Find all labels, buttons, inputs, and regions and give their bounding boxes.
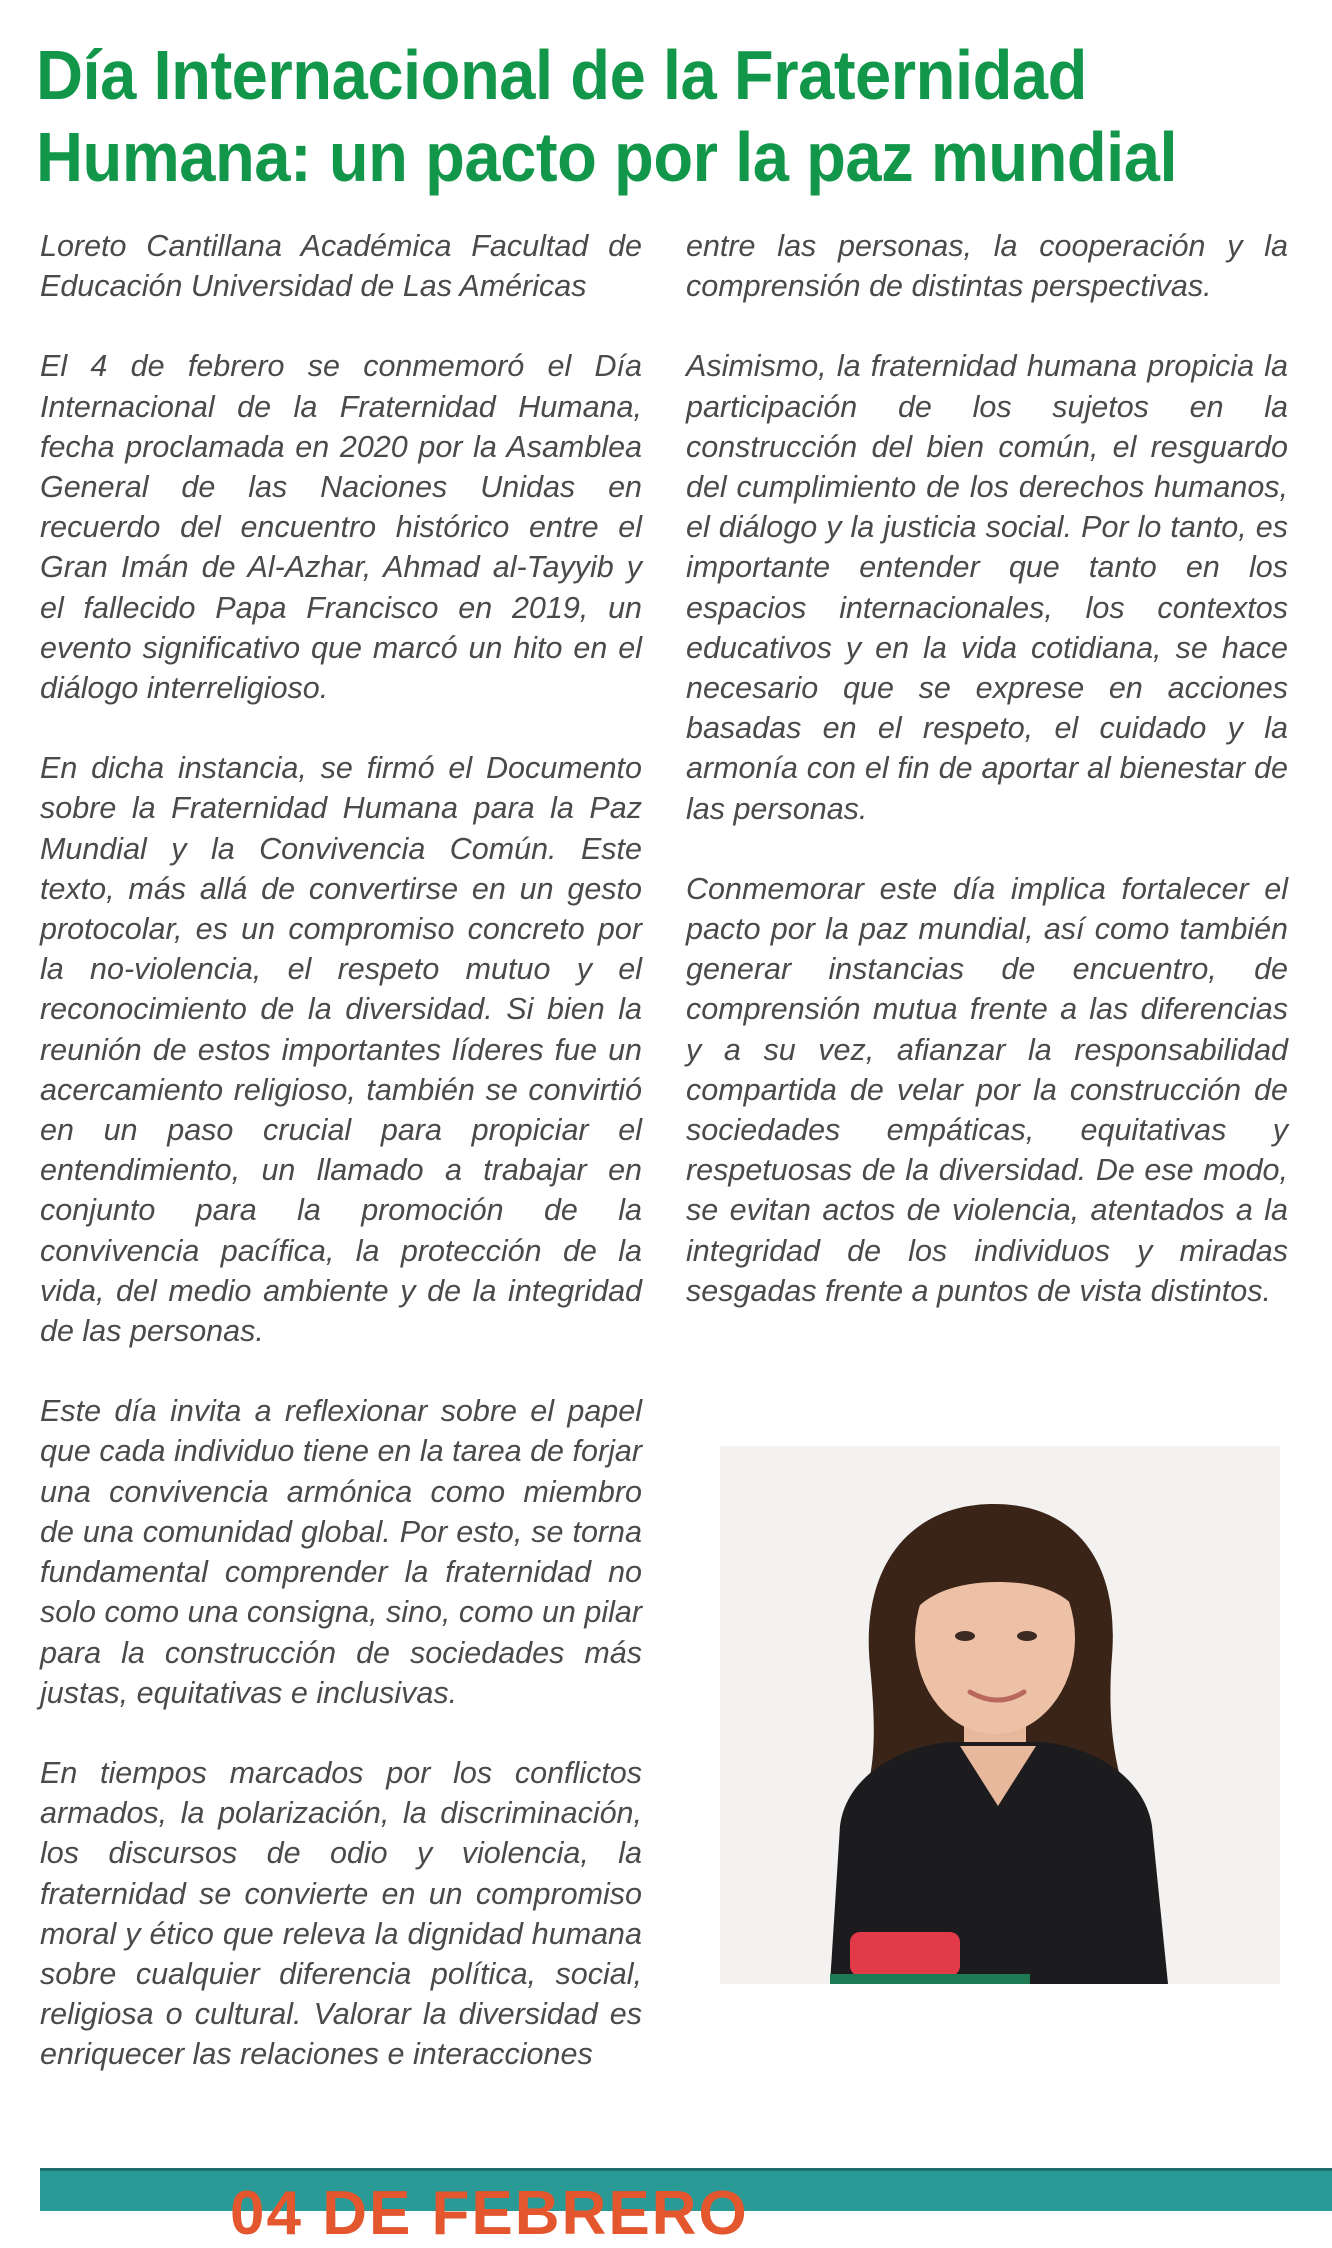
paragraph-2: En dicha instancia, se firmó el Documento sobre la Fraternidad Humana para la Paz Mundial y la Convivencia Común. Este texto, más allá de convertirse en un gesto protocolar, es un compromiso concreto por la no-violencia, el respeto mutuo y el reconocimiento de la diversidad. Si bien la reunión de estos importantes líderes fue un acercamiento religioso, también se convirtió en un paso crucial para propiciar el entendimiento, un llamado a trabajar en conjunto para la promoción de la convivencia pacífica, la protección de la vida, del medio ambiente y de la integridad de las personas.	[40, 751, 642, 1349]
headline-line-2: Humana: un pacto por la paz mundial	[36, 118, 1178, 196]
paragraph-4: En tiempos marcados por los conflictos armados, la polarización, la discriminación, los discursos de odio y violencia, la fraternidad se convierte en un compromiso moral y ético que releva la dignidad humana sobre cualquier diferencia política, social, religiosa o cultural. Valorar la diversidad es enriquecer las relaciones e interacciones	[40, 1755, 642, 2072]
red-belt	[850, 1932, 960, 1976]
left-column	[40, 226, 642, 2115]
portrait-illustration	[720, 1446, 1280, 1984]
article-headline	[36, 34, 1226, 198]
paragraph-1: El 4 de febrero se conmemoró el Día Internacional de la Fraternidad Humana, fecha proclamada en 2020 por la Asamblea General de las Naciones Unidas en recuerdo del encuentro histórico entre el Gran Imán de Al-Azhar, Ahmad al-Tayyib y el fallecido Papa Francisco en 2019, un evento significativo que marcó un hito en el diálogo interreligioso.	[40, 349, 642, 706]
paragraph-6: Asimismo, la fraternidad humana propicia la participación de los sujetos en la construcción del bien común, el resguardo del cumplimiento de los derechos humanos, el diálogo y la justicia social. Por lo tanto, es importante entender que tanto en los espacios internacionales, los contextos educativos y en la vida cotidiana, se hace necesario que se exprese en acciones basadas en el respeto, el cuidado y la armonía con el fin de aportar al bienestar de las personas.	[686, 349, 1288, 826]
paragraph-5: entre las personas, la cooperación y la comprensión de distintas perspectivas.	[686, 229, 1288, 304]
paragraph-3: Este día invita a reflexionar sobre el papel que cada individuo tiene en la tarea de forjar una convivencia armónica como miembro de una comunidad global. Por esto, se torna fundamental comprender la fraternidad no solo como una consigna, sino, como un pilar para la construcción de sociedades más justas, equitativas e inclusivas.	[40, 1394, 642, 1710]
green-skirt	[830, 1974, 1030, 1984]
author-portrait	[720, 1446, 1280, 1984]
paragraph-7: Conmemorar este día implica fortalecer el pacto por la paz mundial, así como también generar instancias de encuentro, de comprensión mutua frente a las diferencias y a su vez, afianzar la responsabilidad compartida de velar por la construcción de sociedades empáticas, equitativas y respetuosas de la diversidad. De ese modo, se evitan actos de violencia, atentados a la integridad de los individuos y miradas sesgadas frente a puntos de vista distintos.	[686, 871, 1288, 1308]
left-eye	[955, 1631, 975, 1641]
headline-line-1: Día Internacional de la Fraternidad	[36, 36, 1087, 114]
right-column	[686, 226, 1288, 1351]
footer-banner	[40, 2168, 1332, 2248]
author-byline: Loreto Cantillana Académica Facultad de Educación Universidad de Las Américas	[40, 229, 642, 304]
footer-banner-text: 04 DE FEBRERO	[230, 2179, 749, 2248]
right-eye	[1017, 1631, 1037, 1641]
